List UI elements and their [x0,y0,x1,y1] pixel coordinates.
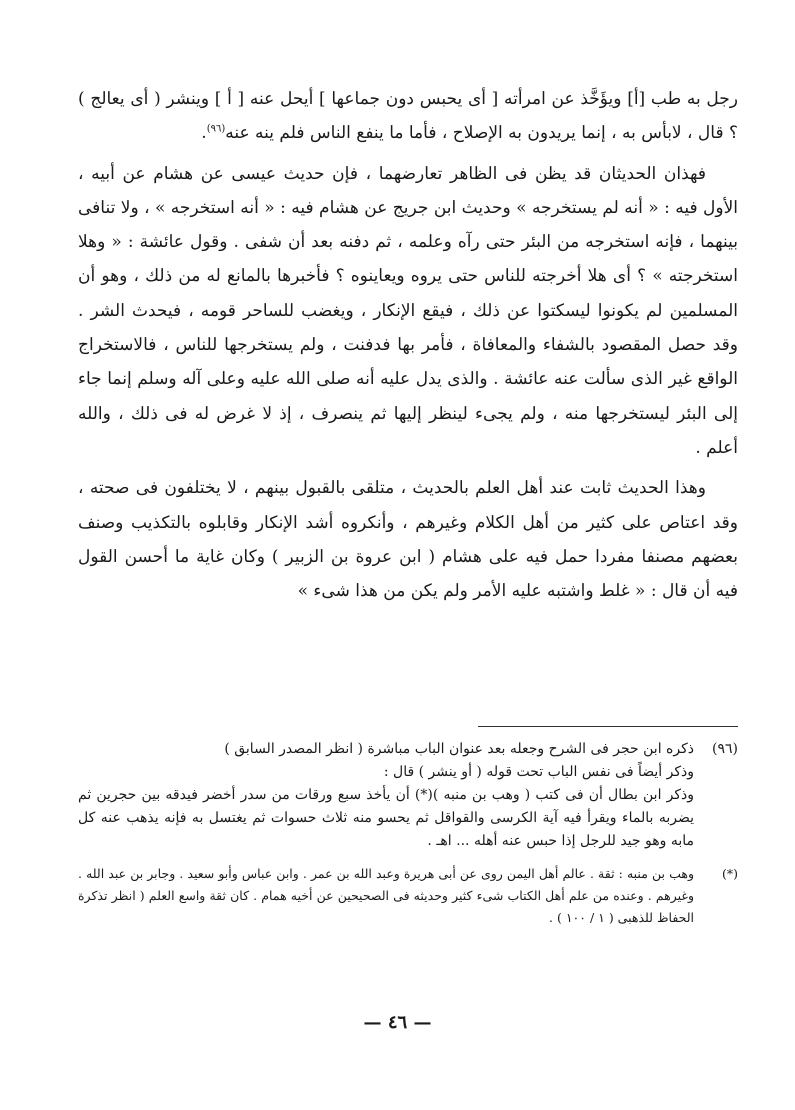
page-number: — ٤٦ — [363,1012,432,1033]
footnote-line: وذكر ابن بطال أن فى كتب ( وهب بن منبه )(*) أن يأخذ سبع ورقات من سدر أخضر فيدقه بين حجرين ثم يضربه بالماء ويقرأ فيه آية الكرسى والقواقل ثم يحسو منه ثلاث حسوات ثم يغتسل به فإنه يذهب عنه كل مابه وهو جيد للرجل إذا حبس عنه أهله ... اهـ . [78,787,694,849]
footnote-reference: (٩٦) [206,123,226,135]
footnote-96 [78,738,738,853]
paragraph-1-period: . [201,123,207,144]
footnote-marker: (*) [721,866,738,881]
footnotes [78,738,738,929]
footnote-separator [478,726,738,727]
footnote-body [78,738,694,853]
main-text [78,82,738,608]
footnote-line: وهب بن منبه : ثقة . عالم أهل اليمن روى عن أبى هريرة وعبد الله بن عمر . وابن عباس وأبو سعيد . وجابر بن عبد الله . وغيرهم . وعنده من علم أهل الكتاب شىء كثير وحديثه فى الصحيحين عن أخيه همام . كان ثقة واسع العلم ( انظر تذكرة الحفاظ للذهبى ( ١ / ١٠٠ ) . [78,866,694,925]
paragraph-1-text: رجل به طب [أ] ويؤَخَّذ عن امرأته [ أى يحبس دون جماعها ] أيحل عنه [ أ ] وينشر ( أى يعالج ) ؟ قال ، لابأس به ، إنما يريدون به الإصلاح ، فأما ما ينفع الناس فلم ينه عنه [78,89,738,144]
paragraph-1 [78,82,738,151]
footnote-marker: (٩٦) [712,741,738,757]
footnote-line: ذكره ابن حجر فى الشرح وجعله بعد عنوان الباب مباشرة ( انظر المصدر السابق ) [224,741,694,757]
paragraph-3: وهذا الحديث ثابت عند أهل العلم بالحديث ، متلقى بالقبول بينهم ، لا يختلفون فى صحته ، وقد اعتاص على كثير من أهل الكلام وغيرهم ، وأنكروه أشد الإنكار وقابلوه بالتكذيب وصنف بعضهم مصنفا مفردا حمل فيه على هشام ( ابن عروة بن الزبير ) وكان غاية ما أحسن القول فيه أن قال : « غلط واشتبه عليه الأمر ولم يكن من هذا شىء » [78,478,738,602]
footnote-line: وذكر أيضاً فى نفس الباب تحت قوله ( أو ينشر ) قال : [383,764,694,780]
paragraph-2: فهذان الحديثان قد يظن فى الظاهر تعارضهما ، فإن حديث عيسى عن هشام عن أبيه ، الأول فيه : « أنه لم يستخرجه » وحديث ابن جريج عن هشام فيه : « أنه استخرجه » ، ولا تنافى بينهما ، فإنه استخرجه من البئر حتى رآه وعلمه ، ثم دفنه بعد أن شفى . وقول عائشة : « وهلا استخرجته » ؟ أى هلا أخرجته للناس حتى يروه ويعاينوه ؟ فأخبرها بالمانع له من ذلك ، وهو أن المسلمين لم يكونوا ليسكتوا عن ذلك ، فيقع الإنكار ، ويغضب للساحر قومه ، فيحدث الشر . وقد حصل المقصود بالشفاء والمعافاة ، فأمر بها فدفنت ، ولم يستخرجها للناس ، فالاستخراج الواقع غير الذى سألت عنه عائشة . والذى يدل عليه أنه صلى الله عليه وعلى آله وسلم إنما جاء إلى البئر ليستخرجها منه ، ولم يجىء لينظر إليها ثم ينصرف ، إذ لا غرض له فى ذلك ، والله أعلم . [78,163,738,458]
footnote-star [78,863,738,929]
footnote-body [78,863,694,929]
